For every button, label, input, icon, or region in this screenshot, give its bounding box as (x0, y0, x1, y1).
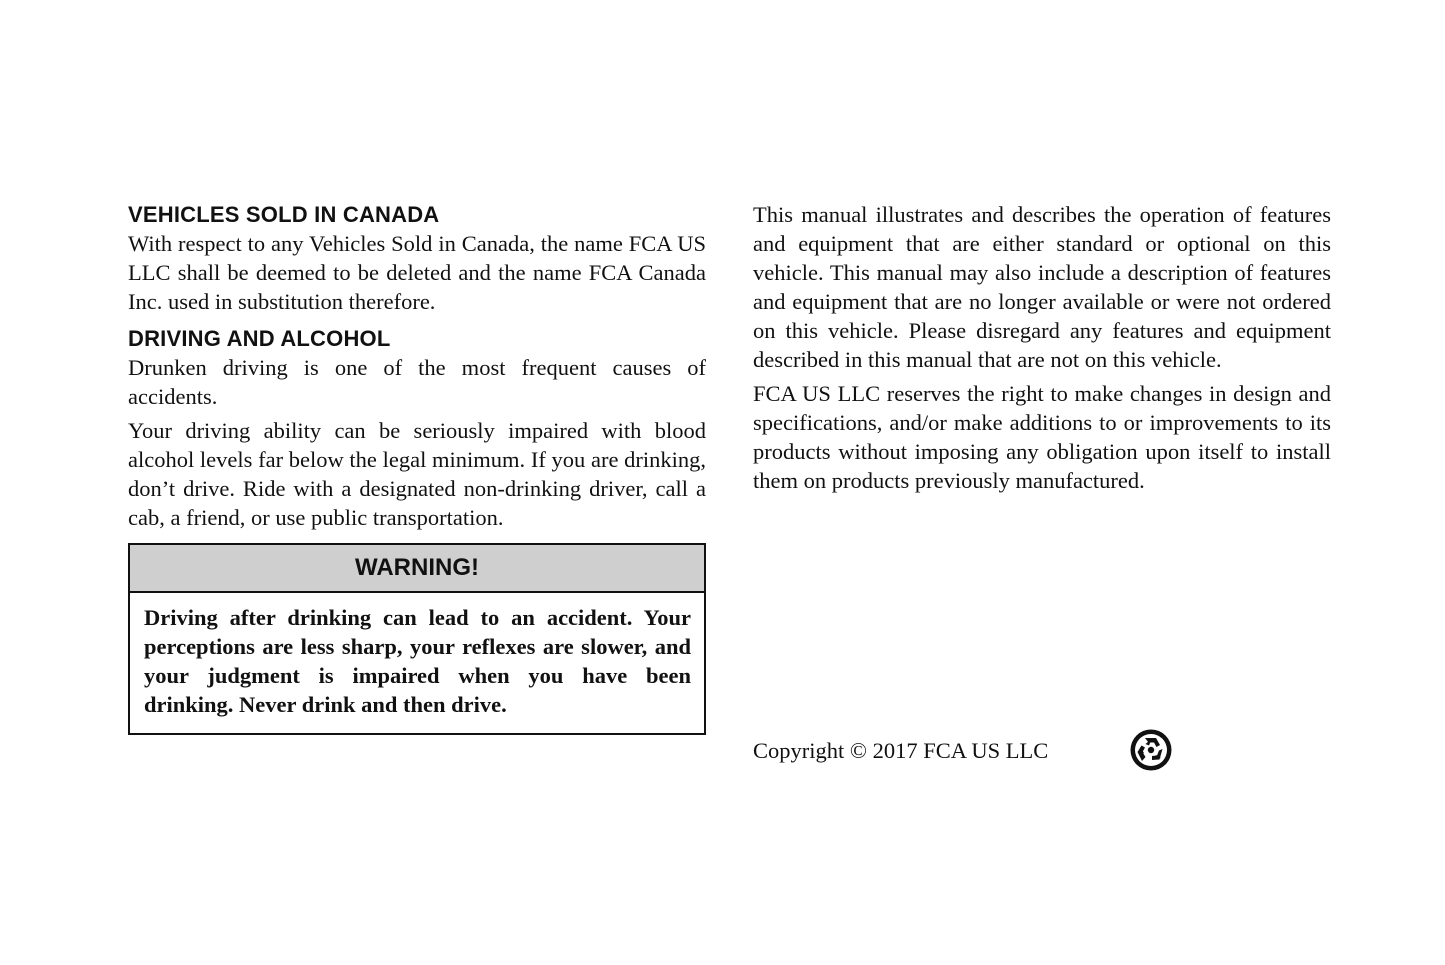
paragraph-canada-name: With respect to any Vehicles Sold in Canada, the name FCA US LLC shall be deemed to be deleted and the name FCA Canada Inc. used in substitution therefore. (128, 231, 706, 314)
warning-text: Driving after drinking can lead to an accident. Your perceptions are less sharp, your reflexes are slower, and your judgment is impaired when you have been drinking. Never drink and then drive. (144, 605, 691, 717)
recycle-icon (1129, 728, 1173, 772)
warning-box (128, 543, 706, 735)
copyright-text: Copyright © 2017 FCA US LLC (753, 738, 1049, 763)
right-column (753, 200, 1331, 495)
warning-title: WARNING! (130, 545, 704, 593)
paragraph-reserves-right: FCA US LLC reserves the right to make changes in design and specifications, and/or make additions to or improvements to its products without imposing any obligation upon itself to install them on products previously manufactured. (753, 381, 1331, 493)
paragraph-drunken-driving: Drunken driving is one of the most frequent causes of accidents. (128, 355, 706, 409)
paragraph-manual-description: This manual illustrates and describes the operation of features and equipment that are either standard or optional on this vehicle. This manual may also include a description of features and equipment that are no longer available or were not ordered on this vehicle. Please disregard any features and equipment described in this manual that are not on this vehicle. (753, 202, 1331, 372)
heading-vehicles-sold-in-canada: VEHICLES SOLD IN CANADA (128, 202, 440, 227)
heading-driving-and-alcohol: DRIVING AND ALCOHOL (128, 326, 391, 351)
left-column (128, 200, 706, 735)
copyright-row (753, 728, 1193, 772)
paragraph-driving-ability: Your driving ability can be seriously impaired with blood alcohol levels far below the legal minimum. If you are drinking, don’t drive. Ride with a designated non-drinking driver, call a cab, a friend, or use public transportation. (128, 418, 706, 530)
